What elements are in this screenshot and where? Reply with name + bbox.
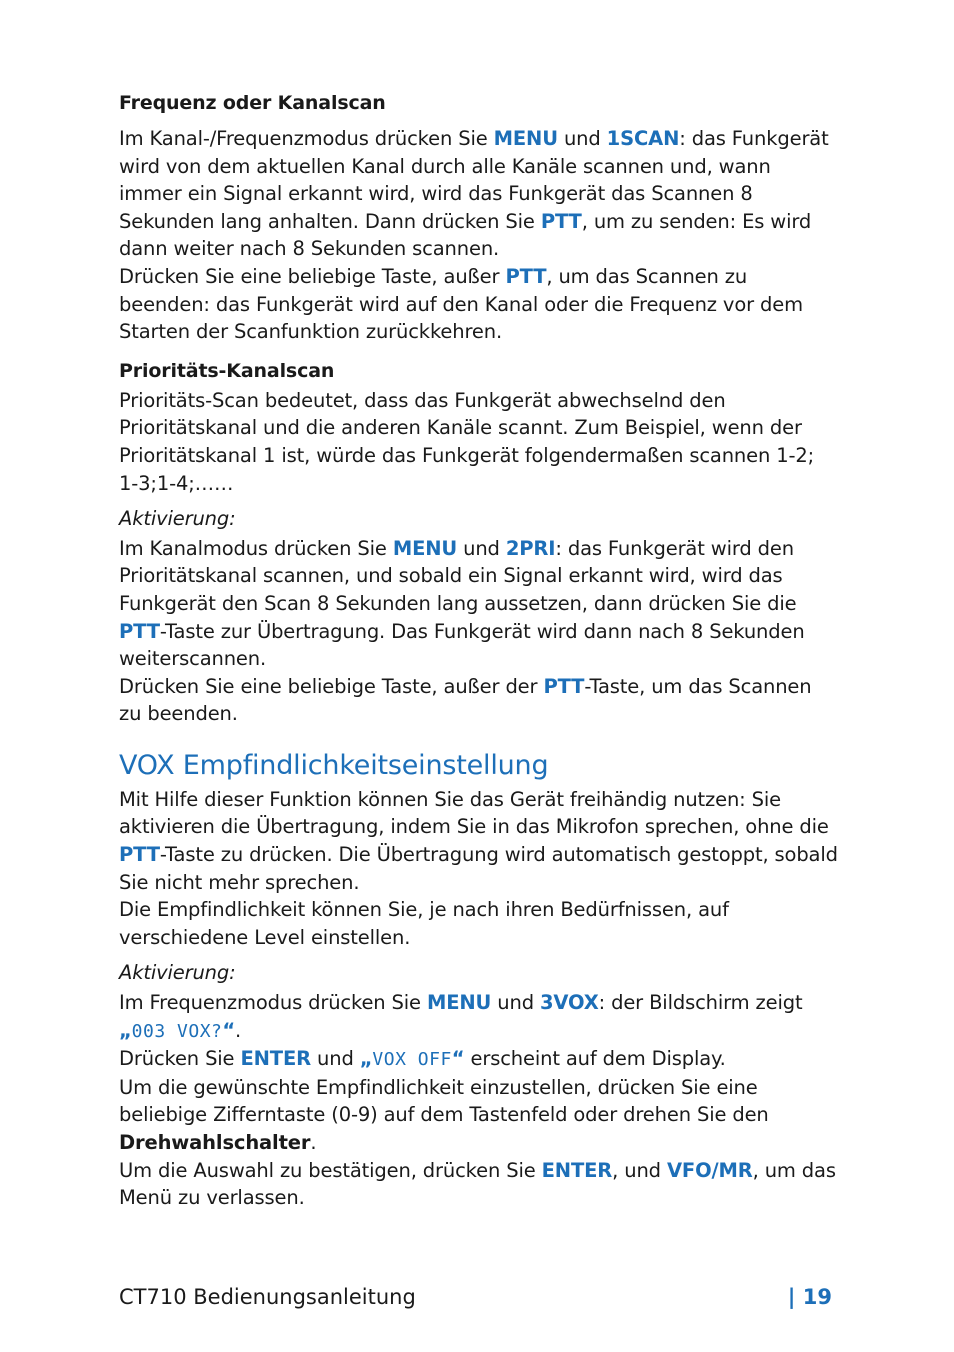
- vox-paragraph-4: [119, 1045, 839, 1074]
- vox-heading: VOX Empfindlichkeitseinstellung: [119, 749, 549, 781]
- key-vfo-mr: VFO/MR: [666, 1158, 753, 1182]
- key-ptt: PTT: [119, 619, 160, 643]
- vox-paragraph-2: Die Empfindlichkeit können Sie, je nach ihren Bedürfnissen, auf verschiedene Level einstellen.: [119, 898, 729, 949]
- key-ptt: PTT: [505, 264, 547, 288]
- quote-close: “: [222, 1018, 236, 1042]
- vox-paragraph-3: [119, 989, 839, 1045]
- text: -Taste zu drücken. Die Übertragung wird automatisch gestoppt, sobald Sie nicht mehr sprechen.: [119, 843, 838, 894]
- text: -Taste, um das Scannen zu beenden.: [119, 674, 812, 726]
- text: : das Funkgerät wird den Prioritätskanal scannen, und sobald ein Signal erkannt wird, wird das Funkgerät den Scan 8 Sekunden lang aussetzen, dann drücken Sie die: [119, 536, 797, 615]
- quote-close: “: [451, 1047, 465, 1071]
- text: , um zu senden: Es wird dann weiter nach 8 Sekunden scannen.: [119, 209, 812, 261]
- scan-paragraph-1: [119, 125, 839, 263]
- scan-heading: Frequenz oder Kanalscan: [119, 92, 386, 114]
- priority-heading: Prioritäts-Kanalscan: [119, 359, 335, 382]
- text: Im Kanalmodus drücken Sie: [119, 536, 393, 560]
- vox-paragraph-6: [119, 1157, 839, 1212]
- text: Um die gewünschte Empfindlichkeit einzustellen, drücken Sie eine beliebige Zifferntaste (0-9) auf dem Tastenfeld oder drehen Sie den: [119, 1075, 769, 1127]
- lcd-text-003-vox: 003 VOX?: [131, 1020, 223, 1042]
- text: Im Kanal-/Frequenzmodus drücken Sie: [119, 127, 494, 150]
- page-content: [119, 90, 839, 1212]
- text: : das Funkgerät wird von dem aktuellen Kanal durch alle Kanäle scannen und, wann immer ein Signal erkannt wird, wird das Funkgerät das Scannen 8 Sekunden lang anhalten. Dann drücken Sie: [119, 127, 829, 233]
- key-2pri: 2PRI: [505, 536, 556, 560]
- text: und: [557, 127, 607, 150]
- vox-paragraph-5: [119, 1074, 839, 1157]
- text: Mit Hilfe dieser Funktion können Sie das Gerät freihändig nutzen: Sie aktivieren die Übertragung, indem Sie in das Mikrofon sprechen, ohne die: [119, 787, 829, 839]
- term-drehwahlschalter: Drehwahlschalter: [119, 1131, 311, 1154]
- quote-open: „: [359, 1047, 373, 1071]
- key-enter: ENTER: [541, 1158, 613, 1182]
- text: Um die Auswahl zu bestätigen, drücken Sie: [119, 1158, 542, 1182]
- text: , und: [612, 1158, 667, 1182]
- scan-paragraph-2: [119, 263, 839, 346]
- text: , um das Menü zu verlassen.: [119, 1158, 836, 1210]
- key-ptt: PTT: [119, 843, 160, 867]
- footer-title: CT710 Bedienungsanleitung: [119, 1285, 416, 1309]
- vox-paragraph-1: [119, 786, 839, 896]
- key-ptt: PTT: [543, 674, 585, 698]
- text: .: [235, 1018, 242, 1042]
- lcd-text-vox-off: VOX OFF: [372, 1049, 452, 1071]
- text: und: [491, 991, 540, 1015]
- text: erscheint auf dem Display.: [464, 1047, 726, 1071]
- key-menu: MENU: [426, 991, 492, 1015]
- key-enter: ENTER: [240, 1047, 311, 1071]
- priority-paragraph-3: [119, 673, 839, 728]
- key-menu: MENU: [392, 536, 458, 560]
- text: -Taste zur Übertragung. Das Funkgerät wird dann nach 8 Sekunden weiterscannen.: [119, 619, 805, 671]
- vox-activation-label: Aktivierung:: [119, 961, 236, 985]
- text: und: [457, 536, 506, 560]
- text: , um das Scannen zu beenden: das Funkgerät wird auf den Kanal oder die Frequenz vor dem Starten der Scanfunktion zurückkehren.: [119, 264, 803, 344]
- text: Drücken Sie: [119, 1047, 241, 1071]
- priority-paragraph-1: Prioritäts-Scan bedeutet, dass das Funkgerät abwechselnd den Prioritätskanal und die anderen Kanäle scannt. Zum Beispiel, wenn der Prioritätskanal 1 ist, würde das Funkgerät folgendermaßen scannen 1-2; 1-3;1-4;……: [119, 388, 815, 495]
- text: Drücken Sie eine beliebige Taste, außer der: [119, 674, 544, 698]
- key-menu: MENU: [493, 127, 558, 150]
- text: und: [311, 1047, 360, 1071]
- key-3vox: 3VOX: [539, 991, 599, 1015]
- priority-activation-label: Aktivierung:: [119, 507, 236, 531]
- priority-paragraph-2: [119, 535, 839, 673]
- text: : der Bildschirm zeigt: [598, 991, 803, 1015]
- text: Im Frequenzmodus drücken Sie: [119, 991, 427, 1015]
- quote-open: „: [119, 1018, 132, 1042]
- page-number: | 19: [787, 1285, 832, 1309]
- key-ptt: PTT: [540, 209, 582, 233]
- key-1scan: 1SCAN: [606, 127, 680, 150]
- text: .: [310, 1131, 317, 1154]
- text: Drücken Sie eine beliebige Taste, außer: [119, 264, 506, 288]
